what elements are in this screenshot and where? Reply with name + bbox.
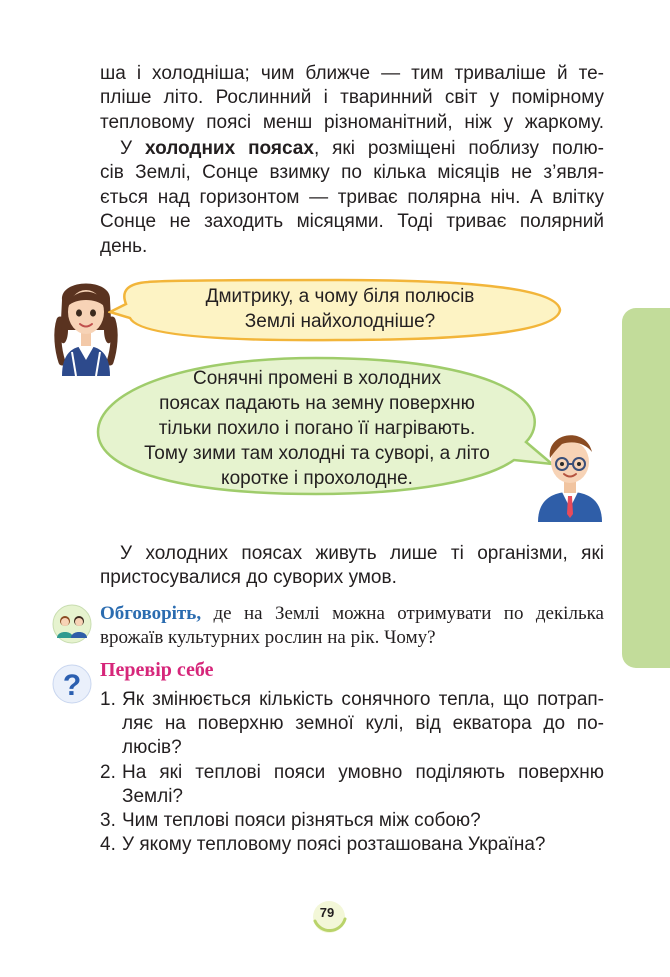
bubble-line: тільки похило і погано її нагрівають. (158, 418, 476, 439)
intro-paragraph (100, 62, 604, 135)
page-number-badge (309, 897, 345, 933)
text-line: люсів? (122, 737, 182, 759)
text-line: тепловому поясі менш різноманітний, ніж у жаркому. (100, 111, 604, 133)
page-number: 79 (319, 905, 335, 920)
question-item (100, 833, 604, 857)
boy-character-illustration (532, 422, 608, 522)
text-line: ляє на поверхню земної кулі, від екватора до по- (122, 713, 604, 735)
text-line: пліше літо. Рослинний і тваринний світ у помірному (100, 87, 604, 109)
question-bubble-text (150, 284, 530, 334)
question-number: 3. (100, 810, 116, 832)
bubble-line: Сонячні промені в холодних (193, 368, 441, 389)
answer-bubble-text (112, 366, 522, 491)
text-line (100, 602, 604, 626)
svg-text:?: ? (62, 669, 82, 702)
term-cold-zones: холодних поясах (144, 138, 314, 159)
question-item (100, 761, 604, 809)
organisms-paragraph (100, 542, 604, 591)
line-rest: де на Землі можна отримувати по декілька (201, 603, 604, 624)
self-check-questions (100, 688, 604, 857)
question-number: 4. (100, 834, 116, 856)
text-line: Сонце не заходить місяцями. Тоді триває полярний (100, 211, 604, 233)
question-item (100, 809, 604, 833)
chapter-side-tab (622, 308, 670, 668)
bubble-line: поясах падають на земну поверхню (159, 393, 475, 414)
discuss-lead: Обговоріть, (100, 603, 202, 624)
self-check-title: Перевір себе (100, 659, 214, 681)
bubble-line: Землі найхолодніше? (244, 311, 436, 332)
bubble-line: коротке і прохолодне. (221, 468, 413, 489)
question-mark-icon (52, 664, 92, 704)
text-line: день. (100, 235, 148, 257)
cold-zones-paragraph (100, 137, 604, 259)
question-item (100, 688, 604, 761)
bubble-line: Тому зими там холодні та суворі, а літо (144, 443, 490, 464)
lead-prefix: У (120, 138, 145, 159)
text-line: сів Землі, Сонце взимку по кілька місяців не з’явля- (100, 162, 604, 184)
text-line: Як змінюється кількість сонячного тепла, що потрап- (122, 689, 604, 710)
text-line: У якому тепловому поясі розташована Україна? (122, 834, 546, 856)
text-line: Землі? (122, 785, 183, 807)
discuss-task (100, 602, 604, 650)
bubble-line: Дмитрику, а чому біля полюсів (205, 286, 475, 307)
text-line: врожаїв культурних рослин на рік. Чому? (100, 627, 436, 648)
text-line: пристосувалися до суворих умов. (100, 567, 397, 589)
text-line (100, 137, 604, 161)
text-line: ється над горизонтом — триває полярна ніч. А влітку (100, 186, 604, 208)
line-rest: , які розміщені поблизу полю- (313, 138, 604, 159)
text-line: На які теплові пояси умовно поділяють поверхню (122, 761, 604, 783)
text-line: У холодних поясах живуть лише ті організми, які (120, 543, 604, 564)
question-number: 2. (100, 761, 116, 783)
text-line: ша і холодніша; чим ближче — тим триваліше й те- (100, 63, 604, 84)
group-discussion-icon (52, 604, 92, 644)
text-line: Чим теплові пояси різняться між собою? (122, 810, 481, 832)
question-number: 1. (100, 689, 116, 710)
